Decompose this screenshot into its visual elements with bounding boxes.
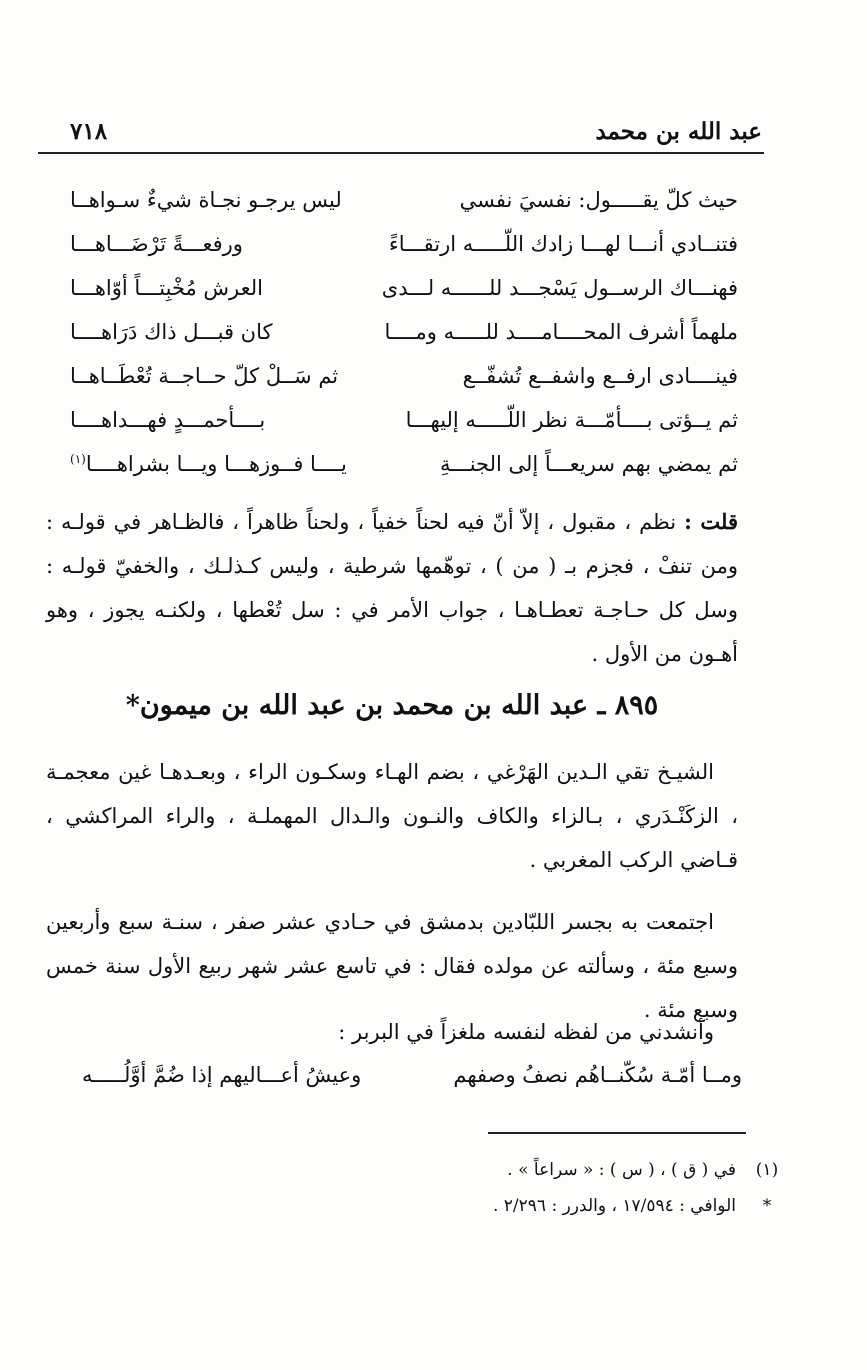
verse-text: يــــا فــوزهـــا ويـــا بشراهــــا xyxy=(85,452,347,476)
verse-line xyxy=(70,442,738,486)
footnote-number: (١) xyxy=(755,1160,779,1180)
entry-heading: ٨٩٥ ـ عبد الله بن محمد بن عبد الله بن ميمون* xyxy=(125,690,659,721)
entry-paragraph-recitation xyxy=(46,1010,738,1054)
verse-first-hemistich: ملهماً أشرف المحــــامــــد للـــــه ومــــا xyxy=(384,320,738,344)
verse-second-hemistich: العرش مُخْبِتـــاً أوّاهـــا xyxy=(70,276,264,300)
commentary-text: نظم ، مقبول ، إلاّ أنّ فيه لحناً خفياً ، ولحناً ظاهراً ، فالظـاهر في قولـه : ومن تنفْ ، فجزم بـ ( من ) ، توهّمها شرطية ، وليس كـذلـك ، والخفيّ قولـه : وسل كل حـاجـة تعطـاهـا ، جواب الأمر في : سل تُعْطها ، ولكنـه يجوز ، وهو أهـون من الأول . xyxy=(46,510,738,666)
footnote-divider xyxy=(488,1132,746,1134)
poem xyxy=(70,178,738,486)
verse-first-hemistich: ثم يــؤتى بــــأمّـــة نظر اللّـــــه إليهـــا xyxy=(405,408,738,432)
verse-line xyxy=(70,398,738,442)
verse-first-hemistich: فهنـــاك الرســول يَسْجـــد للــــــه لـــدى xyxy=(381,276,738,300)
verse-line xyxy=(70,354,738,398)
footnote-marker[interactable]: (١) xyxy=(70,452,86,466)
footnote xyxy=(60,1188,784,1224)
footnote xyxy=(60,1152,784,1188)
running-title: عبد الله بن محمد xyxy=(595,118,762,145)
footnote-number: * xyxy=(762,1196,772,1216)
verse-line xyxy=(70,178,738,222)
verse-second-hemistich xyxy=(70,452,347,476)
verse-first-hemistich: فينــــادى ارفــع واشفــع تُشفّــع xyxy=(462,364,738,388)
footnote-text: في ( ق ) ، ( س ) : « سراعاً » . xyxy=(507,1160,736,1180)
verse-second-hemistich: ليس يرجـو نجـاة شيءٌ سـواهــا xyxy=(70,188,342,212)
page-number: ٧١٨ xyxy=(70,118,108,145)
verse-second-hemistich: بــــأحمـــدٍ فهـــداهــــا xyxy=(70,408,266,432)
verse-first-hemistich: حيث كلّ يقـــــول: نفسيَ نفسي xyxy=(459,188,738,212)
verse-first-hemistich: فتنــادي أنـــا لهـــا زادك اللّـــــه ارتقـــاءً xyxy=(388,232,738,256)
verse-line xyxy=(70,310,738,354)
verse-second-hemistich: ورفعـــةً تَرْضَـــاهـــا xyxy=(70,232,243,256)
verse-second-hemistich: وعيشُ أعـــاليهم إذا ضُمَّ أوَّلُـــــه xyxy=(82,1063,362,1087)
commentary-label: قلت : xyxy=(684,509,738,534)
verse-second-hemistich: ثم سَــلْ كلّ حــاجــة تُعْطَــاهــا xyxy=(70,364,339,388)
footnotes xyxy=(60,1152,784,1224)
verse-line xyxy=(70,266,738,310)
riddle-verse xyxy=(82,1063,742,1087)
verse-first-hemistich: ومــا أمّـة سُكّنــاهُم نصفُ وصفهم xyxy=(453,1063,742,1087)
paragraph-text: اجتمعت به بجسر اللبّادين بدمشق في حـادي عشر صفر ، سنـة سبع وأربعين وسبع مئة ، وسألته عن مولده فقال : في تاسع عشر شهر ربيع الأول سنة خمس وسبع مئة . xyxy=(46,910,738,1022)
verse-line xyxy=(70,222,738,266)
paragraph-text: الشيـخ تقي الـدين الهَرْغي ، بضم الهـاء وسكـون الراء ، وبعـدهـا غين معجمـة ، الزكَنْـدَري ، بـالزاء والكاف والنـون والـدال المهملـة ، والراء المراكشي ، قـاضي الركب المغربي . xyxy=(46,760,738,872)
commentary xyxy=(46,500,738,676)
header-divider xyxy=(38,152,764,154)
verse-first-hemistich: ثم يمضي بهم سريعـــاً إلى الجنـــةِ xyxy=(440,452,738,476)
verse-second-hemistich: كان قبـــل ذاك دَرَاهــــا xyxy=(70,320,273,344)
footnote-text: الوافي : ١٧/٥٩٤ ، والدرر : ٢/٢٩٦ . xyxy=(492,1196,736,1216)
page-header xyxy=(40,114,762,150)
entry-paragraph-biography xyxy=(46,750,738,882)
paragraph-text: وأنشدني من لفظه لنفسه ملغزاً في البربر : xyxy=(338,1020,714,1044)
